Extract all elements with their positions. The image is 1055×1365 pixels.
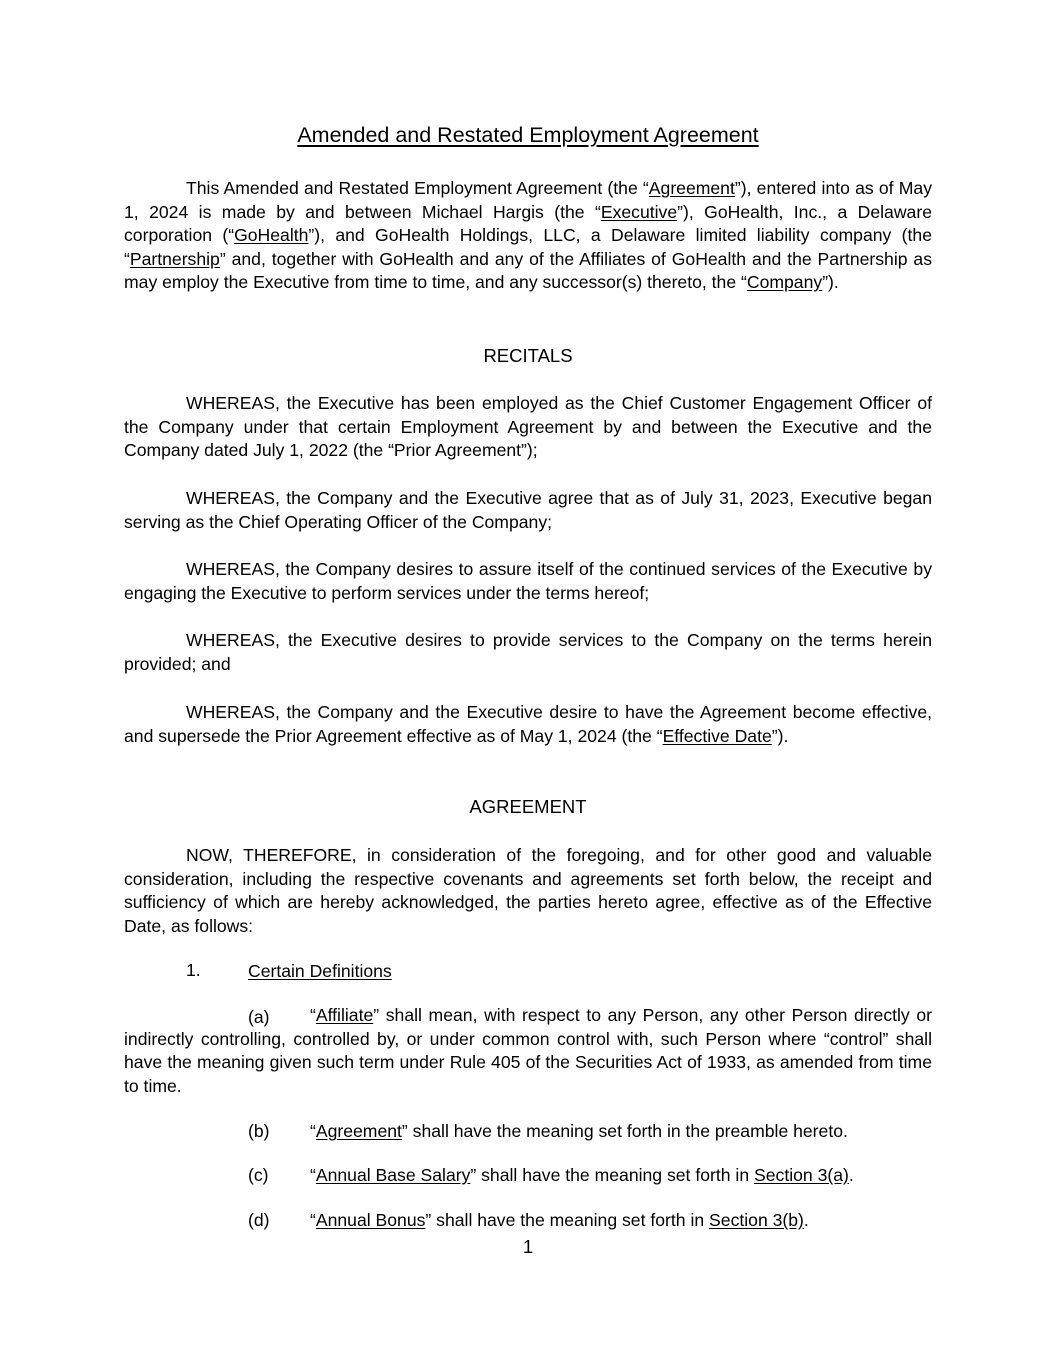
definition-quote: “ [310,1165,316,1185]
definition-quote: “ [310,1005,316,1025]
definition-quote: “ [310,1210,316,1230]
recital-paragraph: WHEREAS, the Executive desires to provide services to the Company on the terms herein provided; and [124,630,932,674]
definition-text: ” shall mean, with respect to any Person, any other Person directly or indirectly controlling, controlled by, or under common control with, such Person where “control” shall have the meaning given such term under Rule 405 of the Securities Act of 1933, as amended from time to time. [124,1005,932,1096]
recital-paragraph: WHEREAS, the Executive has been employed as the Chief Customer Engagement Officer of the Company under that certain Employment Agreement by and between the Executive and the Company dated July 1, 2022 (the “Prior Agreement”); [124,393,932,461]
definition-text: . [848,1165,854,1185]
definition-label: (a) [248,1007,270,1027]
preamble-paragraph [124,177,932,295]
agreement-heading: AGREEMENT [469,796,587,817]
definition-label: (d) [248,1210,270,1230]
definition-annual-base-salary [310,1164,854,1188]
section-reference: Section 3(a) [754,1165,849,1185]
recital-text: WHEREAS, the Company and the Executive desire to have the Agreement become effective, and supersede the Prior Agreement effective as of May 1, 2024 (the “ [124,702,932,746]
defined-term-gohealth: GoHealth [234,225,309,246]
definition-label: (c) [248,1165,269,1185]
recital-paragraph: WHEREAS, the Company desires to assure itself of the continued services of the Executive by engaging the Executive to perform services under the terms hereof; [124,559,932,603]
section-title: Certain Definitions [248,961,392,981]
recitals-heading: RECITALS [483,345,573,366]
preamble-text: ”), GoHealth, Inc., a Delaware corporation (“ [124,201,932,246]
definition-text: ” shall have the meaning set forth in the preamble hereto. [401,1121,848,1141]
defined-term-company: Company [746,272,823,293]
defined-term-effective-date: Effective Date [662,725,772,746]
definition-affiliate [124,1004,932,1098]
preamble-text: ”). [822,272,839,293]
page-number: 1 [522,1236,534,1257]
defined-term-partnership: Partnership [129,248,220,269]
now-therefore-paragraph: NOW, THEREFORE, in consideration of the foregoing, and for other good and valuable consideration, including the respective covenants and agreements set forth below, the receipt and sufficiency of which are hereby acknowledged, the parties hereto agree, effective as of the Effective Date, as follows: [124,845,932,936]
definition-text: ” shall have the meaning set forth in [470,1165,755,1185]
defined-term-executive: Executive [600,201,678,222]
definition-agreement [310,1120,848,1144]
recital-paragraph: WHEREAS, the Company and the Executive agree that as of July 31, 2023, Executive began serving as the Chief Operating Officer of the Company; [124,488,932,532]
document-title: Amended and Restated Employment Agreement [297,123,759,147]
preamble-text: ”), and GoHealth Holdings, LLC, a Delaware limited liability company (the “ [124,225,932,269]
defined-term-annual-bonus: Annual Bonus [315,1210,426,1230]
preamble-text: ” and, together with GoHealth and any of the Affiliates of GoHealth and the Partnership as may employ the Executive from time to time, and any successor(s) thereto, the “ [124,248,932,293]
defined-term-agreement: Agreement [315,1121,402,1141]
recital-text: ”). [771,725,789,746]
definition-label: (b) [248,1121,270,1141]
section-number: 1. [186,960,201,980]
defined-term-annual-base-salary: Annual Base Salary [315,1165,471,1185]
defined-term-agreement: Agreement [648,178,735,198]
definition-text: . [803,1210,809,1230]
recital-paragraph [124,701,932,748]
preamble-text: This Amended and Restated Employment Agreement (the “ [186,178,649,198]
definition-annual-bonus [310,1209,809,1233]
definition-quote: “ [310,1121,316,1141]
preamble-text: ”), entered into as of May 1, 2024 is made by and between Michael Hargis (the “ [124,178,932,222]
definition-text: ” shall have the meaning set forth in [425,1210,710,1230]
defined-term-affiliate: Affiliate [315,1005,374,1025]
section-reference: Section 3(b) [709,1210,804,1230]
